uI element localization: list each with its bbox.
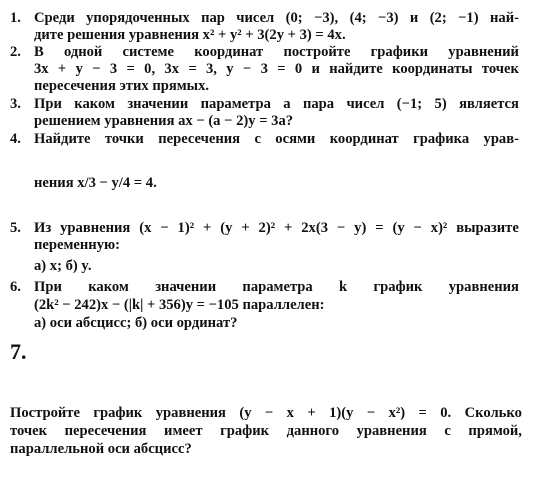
word: 0 bbox=[294, 61, 303, 77]
problem-line: пересечения этих прямых. bbox=[34, 78, 210, 94]
word: (−1; bbox=[396, 96, 423, 112]
word: − bbox=[242, 61, 252, 77]
word: y bbox=[226, 61, 234, 77]
word: пара bbox=[302, 96, 335, 112]
word: постройте bbox=[283, 44, 351, 60]
word: график bbox=[93, 405, 143, 421]
word: 3x bbox=[34, 61, 49, 77]
word: (2; bbox=[429, 10, 447, 26]
word: −3) bbox=[378, 10, 399, 26]
problem-line bbox=[10, 423, 522, 439]
word: 0, bbox=[144, 61, 156, 77]
word: + bbox=[307, 405, 316, 421]
word: x²) bbox=[388, 405, 406, 421]
word: выразите bbox=[456, 220, 519, 236]
problem-line: (2k² − 242)x − (|k| + 356)y = −105 параллелен: bbox=[34, 297, 325, 313]
word: + bbox=[203, 220, 212, 236]
word: значении bbox=[155, 279, 217, 295]
word: уравнения bbox=[60, 220, 131, 236]
word: В bbox=[34, 44, 44, 60]
word: пар bbox=[201, 10, 225, 26]
word: k bbox=[339, 279, 348, 295]
word: −1) bbox=[458, 10, 479, 26]
word: имеет bbox=[164, 423, 203, 439]
word: + bbox=[241, 220, 250, 236]
word: + bbox=[284, 220, 293, 236]
word: 3 bbox=[109, 61, 118, 77]
word: (y bbox=[239, 405, 252, 421]
word: параметра bbox=[242, 279, 313, 295]
word: = bbox=[418, 405, 427, 421]
word: Найдите bbox=[34, 131, 91, 147]
problem-number: 3. bbox=[10, 96, 21, 112]
problem-number: 4. bbox=[10, 131, 21, 147]
word: уравнений bbox=[448, 44, 519, 60]
problem-line: переменную: bbox=[34, 237, 121, 253]
word: графики bbox=[370, 44, 429, 60]
word: y bbox=[75, 61, 83, 77]
word: x)² bbox=[430, 220, 448, 236]
word: Среди bbox=[34, 10, 75, 26]
problem-line bbox=[34, 10, 519, 26]
word: 2)² bbox=[258, 220, 276, 236]
problem-line: а) оси абсцисс; б) оси ординат? bbox=[34, 315, 238, 331]
word: и bbox=[409, 10, 419, 26]
word: 1)² bbox=[177, 220, 195, 236]
problem-7-line-3 bbox=[10, 441, 192, 457]
word: пересечения bbox=[158, 131, 241, 147]
problem-line: параллельной оси абсцисс? bbox=[10, 441, 192, 457]
word: уравнения bbox=[155, 405, 226, 421]
word: одной bbox=[63, 44, 103, 60]
word: = bbox=[188, 61, 197, 77]
word: точки bbox=[104, 131, 144, 147]
word: осями bbox=[275, 131, 316, 147]
word: най- bbox=[489, 10, 519, 26]
word: (x bbox=[139, 220, 152, 236]
problem-number: 5. bbox=[10, 220, 21, 236]
word: = bbox=[126, 61, 135, 77]
word: график bbox=[373, 279, 423, 295]
word: a bbox=[283, 96, 291, 112]
word: Сколько bbox=[464, 405, 522, 421]
problem-7-line-2 bbox=[10, 423, 522, 439]
problem-line: дите решения уравнения x² + y² + 3(2y + 3) = 4x. bbox=[34, 27, 346, 43]
word: параметра bbox=[200, 96, 271, 112]
word: каком bbox=[88, 279, 129, 295]
word: (y bbox=[392, 220, 405, 236]
word: данного bbox=[286, 423, 339, 439]
word: 3x bbox=[164, 61, 180, 77]
problem-line: нения x/3 − y/4 = 4. bbox=[34, 175, 157, 191]
word: − bbox=[264, 405, 274, 421]
word: + bbox=[57, 61, 67, 77]
word: Из bbox=[34, 220, 52, 236]
word: − bbox=[92, 61, 101, 77]
word: −3), bbox=[314, 10, 339, 26]
word: уравнения bbox=[356, 423, 427, 439]
word: 1)(y bbox=[329, 405, 354, 421]
word: графика bbox=[413, 131, 470, 147]
word: При bbox=[34, 96, 62, 112]
word: = bbox=[375, 220, 384, 236]
word: координат bbox=[329, 131, 399, 147]
problem-line bbox=[34, 131, 519, 147]
word: с bbox=[254, 131, 261, 147]
word: 3, bbox=[206, 61, 217, 77]
word: (0; bbox=[285, 10, 303, 26]
word: упорядоченных bbox=[86, 10, 190, 26]
word: − bbox=[160, 220, 169, 236]
word: системе bbox=[122, 44, 174, 60]
word: чисел bbox=[346, 96, 385, 112]
problem-line: а) x; б) y. bbox=[34, 258, 92, 274]
word: каком bbox=[74, 96, 115, 112]
word: является bbox=[459, 96, 519, 112]
word: значении bbox=[127, 96, 189, 112]
problem-line bbox=[34, 96, 519, 112]
word: 2x(3 bbox=[301, 220, 328, 236]
word: и bbox=[311, 61, 320, 77]
word: При bbox=[34, 279, 62, 295]
word: прямой, bbox=[468, 423, 522, 439]
word: координаты bbox=[392, 61, 473, 77]
problem-line bbox=[34, 61, 519, 77]
word: точек bbox=[481, 61, 519, 77]
problem-line bbox=[34, 279, 519, 295]
problem-number: 6. bbox=[10, 279, 21, 295]
word: (y bbox=[220, 220, 233, 236]
word: − bbox=[366, 405, 376, 421]
problem-line: решением уравнения ax − (a − 2)y = 3a? bbox=[34, 113, 294, 129]
word: с bbox=[444, 423, 451, 439]
word: координат bbox=[194, 44, 264, 60]
word: точек bbox=[10, 423, 48, 439]
word: график bbox=[220, 423, 270, 439]
word: чисел bbox=[236, 10, 275, 26]
word: Постройте bbox=[10, 405, 80, 421]
word: = bbox=[277, 61, 286, 77]
problem-number: 1. bbox=[10, 10, 21, 26]
problem-line bbox=[34, 220, 519, 236]
problem-number: 2. bbox=[10, 44, 21, 60]
word: 5) bbox=[434, 96, 447, 112]
word: − bbox=[413, 220, 422, 236]
problem-7-number: 7. bbox=[10, 339, 27, 364]
word: пересечения bbox=[64, 423, 147, 439]
problem-line bbox=[34, 44, 519, 60]
word: 0. bbox=[440, 405, 452, 421]
word: x bbox=[286, 405, 294, 421]
problem-7-line-1 bbox=[10, 405, 522, 421]
problem-line bbox=[10, 405, 522, 421]
word: уравнения bbox=[448, 279, 519, 295]
word: найдите bbox=[329, 61, 383, 77]
word: урав- bbox=[483, 131, 519, 147]
word: y) bbox=[354, 220, 367, 236]
word: (4; bbox=[349, 10, 367, 26]
word: − bbox=[336, 220, 346, 236]
word: 3 bbox=[260, 61, 268, 77]
